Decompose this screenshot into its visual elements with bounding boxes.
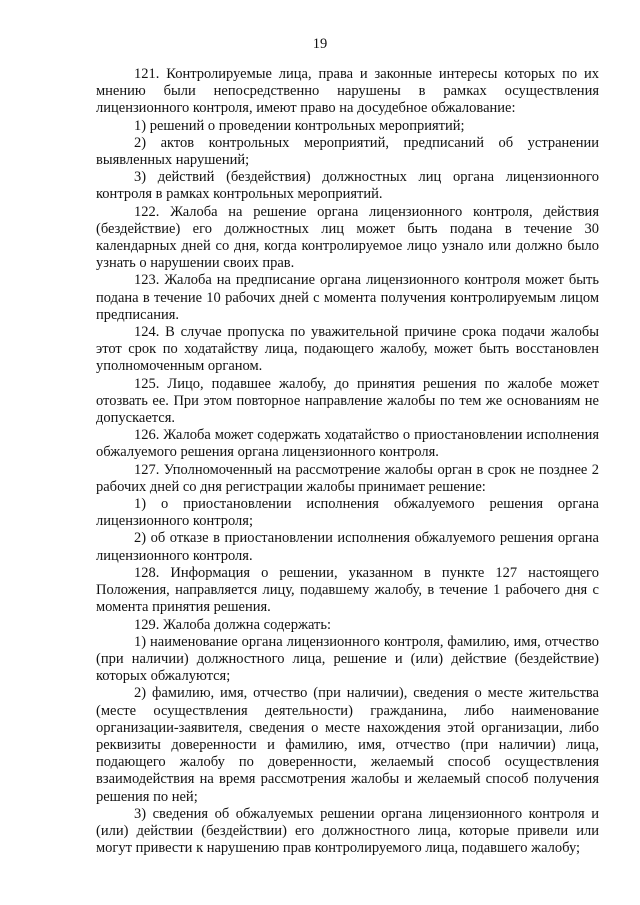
paragraph-123: 123. Жалоба на предписание органа лицензионного контроля может быть подана в течение 10 рабочих дней с момента получения контролируемым лицом предписания. [96, 272, 599, 323]
paragraph-127-item-2: 2) об отказе в приостановлении исполнения обжалуемого решения органа лицензионного контроля. [96, 530, 599, 564]
paragraph-129-item-2: 2) фамилию, имя, отчество (при наличии), сведения о месте жительства (месте осуществления деятельности) гражданина, либо наименование организации-заявителя, сведения о месте нахождения этой организации, либо реквизиты доверенности и фамилию, имя, отчество (при наличии) лица, подающего жалобу по доверенности, желаемый способ осуществления взаимодействия на время рассмотрения жалобы и желаемый способ получения решения по ней; [96, 685, 599, 805]
paragraph-124: 124. В случае пропуска по уважительной причине срока подачи жалобы этот срок по ходатайству лица, подающего жалобу, может быть восстановлен уполномоченным органом. [96, 324, 599, 375]
paragraph-129-item-3: 3) сведения об обжалуемых решении органа лицензионного контроля и (или) действии (бездействии) его должностного лица, которые привели или могут привести к нарушению прав контролируемого лица, подавшего жалобу; [96, 805, 599, 857]
paragraph-121-item-1: 1) решений о проведении контрольных мероприятий; [134, 117, 465, 134]
document-body [96, 66, 599, 857]
paragraph-122: 122. Жалоба на решение органа лицензионного контроля, действия (бездействие) его должностных лиц может быть подана в течение 30 календарных дней со дня, когда контролируемое лицо узнало или должно было узнать о нарушении своих прав. [96, 203, 599, 272]
paragraph-127: 127. Уполномоченный на рассмотрение жалобы орган в срок не позднее 2 рабочих дней со дня регистрации жалобы принимает решение: [96, 461, 599, 495]
page-number: 19 [312, 36, 328, 52]
paragraph-127-item-1: 1) о приостановлении исполнения обжалуемого решения органа лицензионного контроля; [96, 496, 599, 530]
paragraph-128: 128. Информация о решении, указанном в пункте 127 настоящего Положения, направляется лицу, подавшему жалобу, в течение 1 рабочего дня с момента принятия решения. [96, 564, 599, 616]
paragraph-125: 125. Лицо, подавшее жалобу, до принятия решения по жалобе может отозвать ее. При этом повторное направление жалобы по тем же основаниям не допускается. [96, 375, 599, 427]
paragraph-121: 121. Контролируемые лица, права и законные интересы которых по их мнению были непосредственно нарушены в рамках осуществления лицензионного контроля, имеют право на досудебное обжалование: [96, 66, 599, 117]
paragraph-121-item-3: 3) действий (бездействия) должностных лиц органа лицензионного контроля в рамках контрольных мероприятий. [96, 169, 599, 203]
paragraph-129: 129. Жалоба должна содержать: [134, 616, 332, 633]
paragraph-126: 126. Жалоба может содержать ходатайство о приостановлении исполнения обжалуемого решения органа лицензионного контроля. [96, 427, 599, 461]
paragraph-129-item-1: 1) наименование органа лицензионного контроля, фамилию, имя, отчество (при наличии) должностного лица, решение и (или) действие (бездействие) которых обжалуются; [96, 633, 599, 685]
paragraph-121-item-2: 2) актов контрольных мероприятий, предписаний об устранении выявленных нарушений; [96, 134, 599, 169]
